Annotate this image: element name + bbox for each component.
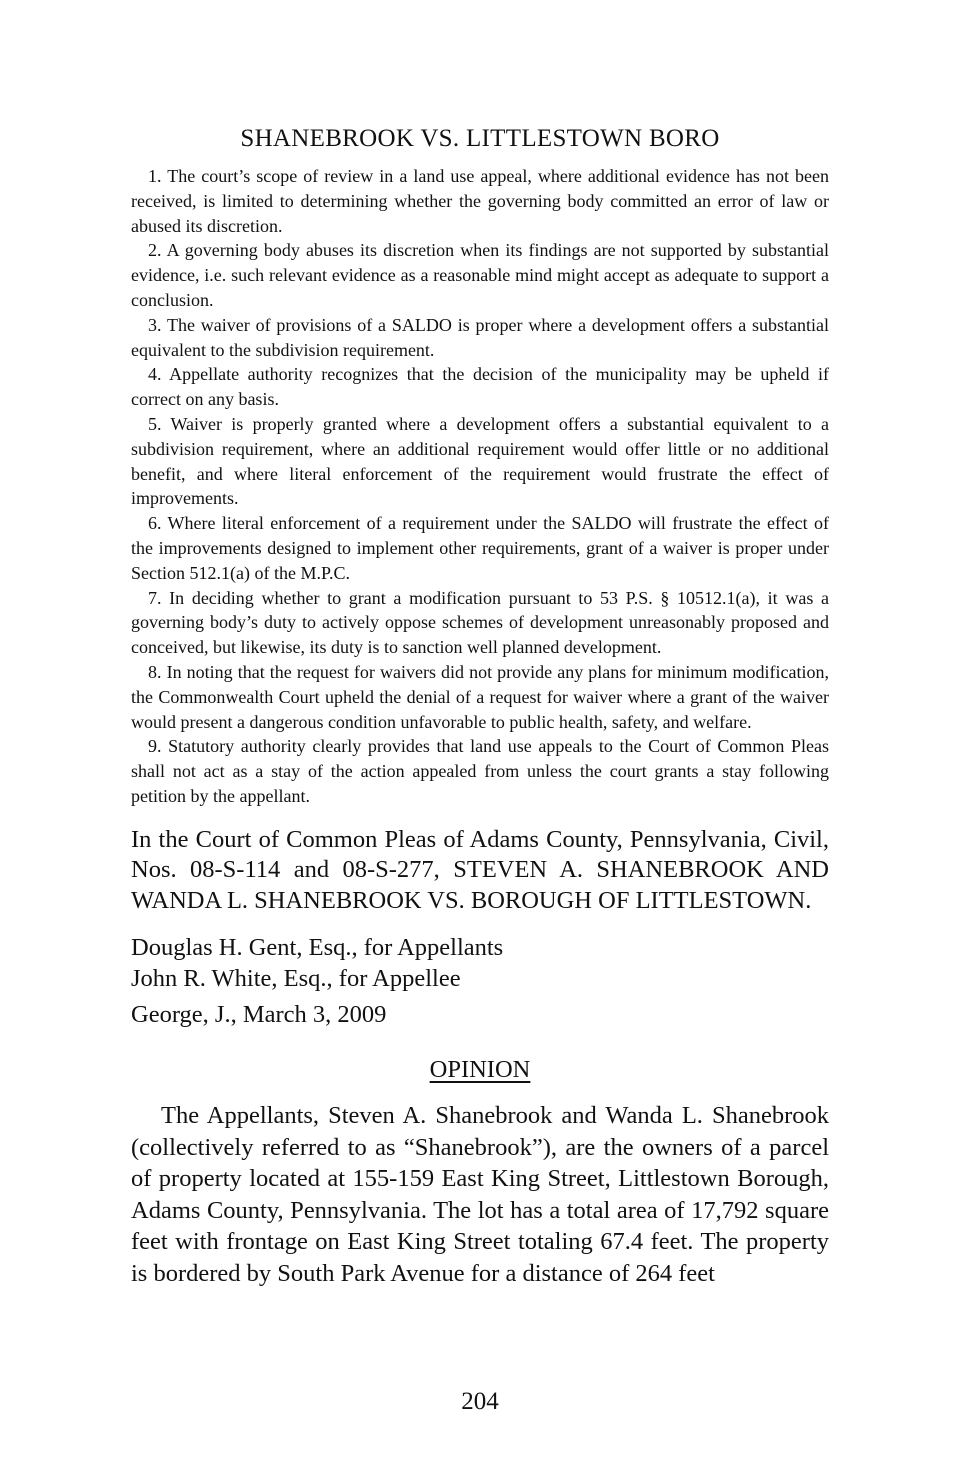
page-number: 204 bbox=[461, 1388, 499, 1415]
headnote-1: 1. The court’s scope of review in a land use appeal, where additional evidence has not been received, is limited to determining whether the governing body committed an error of law or abused its discretion. bbox=[131, 166, 829, 236]
headnotes bbox=[131, 164, 829, 809]
counsel-block bbox=[131, 932, 829, 994]
opinion-paragraph: The Appellants, Steven A. Shanebrook and Wanda L. Shanebrook (collectively referred to as “Shanebrook”), are the owners of a parcel of property located at 155-159 East King Street, Littlestown Borough, Adams County, Pennsylvania. The lot has a total area of 17,792 square feet with frontage on East King Street totaling 67.4 feet. The property is bordered by South Park Avenue for a distance of 264 feet bbox=[131, 1102, 829, 1287]
headnote-7: 7. In deciding whether to grant a modification pursuant to 53 P.S. § 10512.1(a), it was a governing body’s duty to actively oppose schemes of development unreasonably proposed and conceived, but likewise, its duty is to sanction well planned development. bbox=[131, 587, 829, 658]
document-page bbox=[131, 122, 829, 1289]
counsel-appellee: John R. White, Esq., for Appellee bbox=[131, 965, 461, 993]
counsel-appellants: Douglas H. Gent, Esq., for Appellants bbox=[131, 934, 504, 962]
headnote-6: 6. Where literal enforcement of a requirement under the SALDO will frustrate the effect of the improvements designed to implement other requirements, grant of a waiver is proper under Section 512.1(a) of the M.P.C. bbox=[131, 513, 829, 583]
running-head: SHANEBROOK VS. LITTLESTOWN BORO bbox=[240, 125, 720, 152]
headnote-2: 2. A governing body abuses its discretion when its findings are not supported by substantial evidence, i.e. such relevant evidence as a reasonable mind might accept as adequate to support a conclusion. bbox=[131, 240, 829, 310]
headnote-3: 3. The waiver of provisions of a SALDO is proper where a development offers a substantial equivalent to the subdivision requirement. bbox=[131, 314, 829, 360]
headnote-5: 5. Waiver is properly granted where a development offers a substantial equivalent to a subdivision requirement, where an additional requirement would offer little or no additional benefit, and where literal enforcement of the requirement would frustrate the effect of improvements. bbox=[131, 413, 829, 509]
case-caption: In the Court of Common Pleas of Adams County, Pennsylvania, Civil, Nos. 08-S-114 and 08-S-277, STEVEN A. SHANEBROOK AND WANDA L. SHANEBROOK VS. BOROUGH OF LITTLESTOWN. bbox=[131, 825, 829, 914]
headnote-4: 4. Appellate authority recognizes that the decision of the municipality may be upheld if correct on any basis. bbox=[131, 364, 829, 410]
headnote-8: 8. In noting that the request for waivers did not provide any plans for minimum modification, the Commonwealth Court upheld the denial of a request for waiver where a grant of the waiver would present a dangerous condition unfavorable to public health, safety, and welfare. bbox=[131, 661, 829, 732]
judge-date: George, J., March 3, 2009 bbox=[131, 1001, 387, 1029]
headnote-9: 9. Statutory authority clearly provides that land use appeals to the Court of Common Pleas shall not act as a stay of the action appealed from unless the court grants a stay following petition by the appellant. bbox=[131, 736, 829, 806]
opinion-heading: OPINION bbox=[429, 1056, 531, 1084]
